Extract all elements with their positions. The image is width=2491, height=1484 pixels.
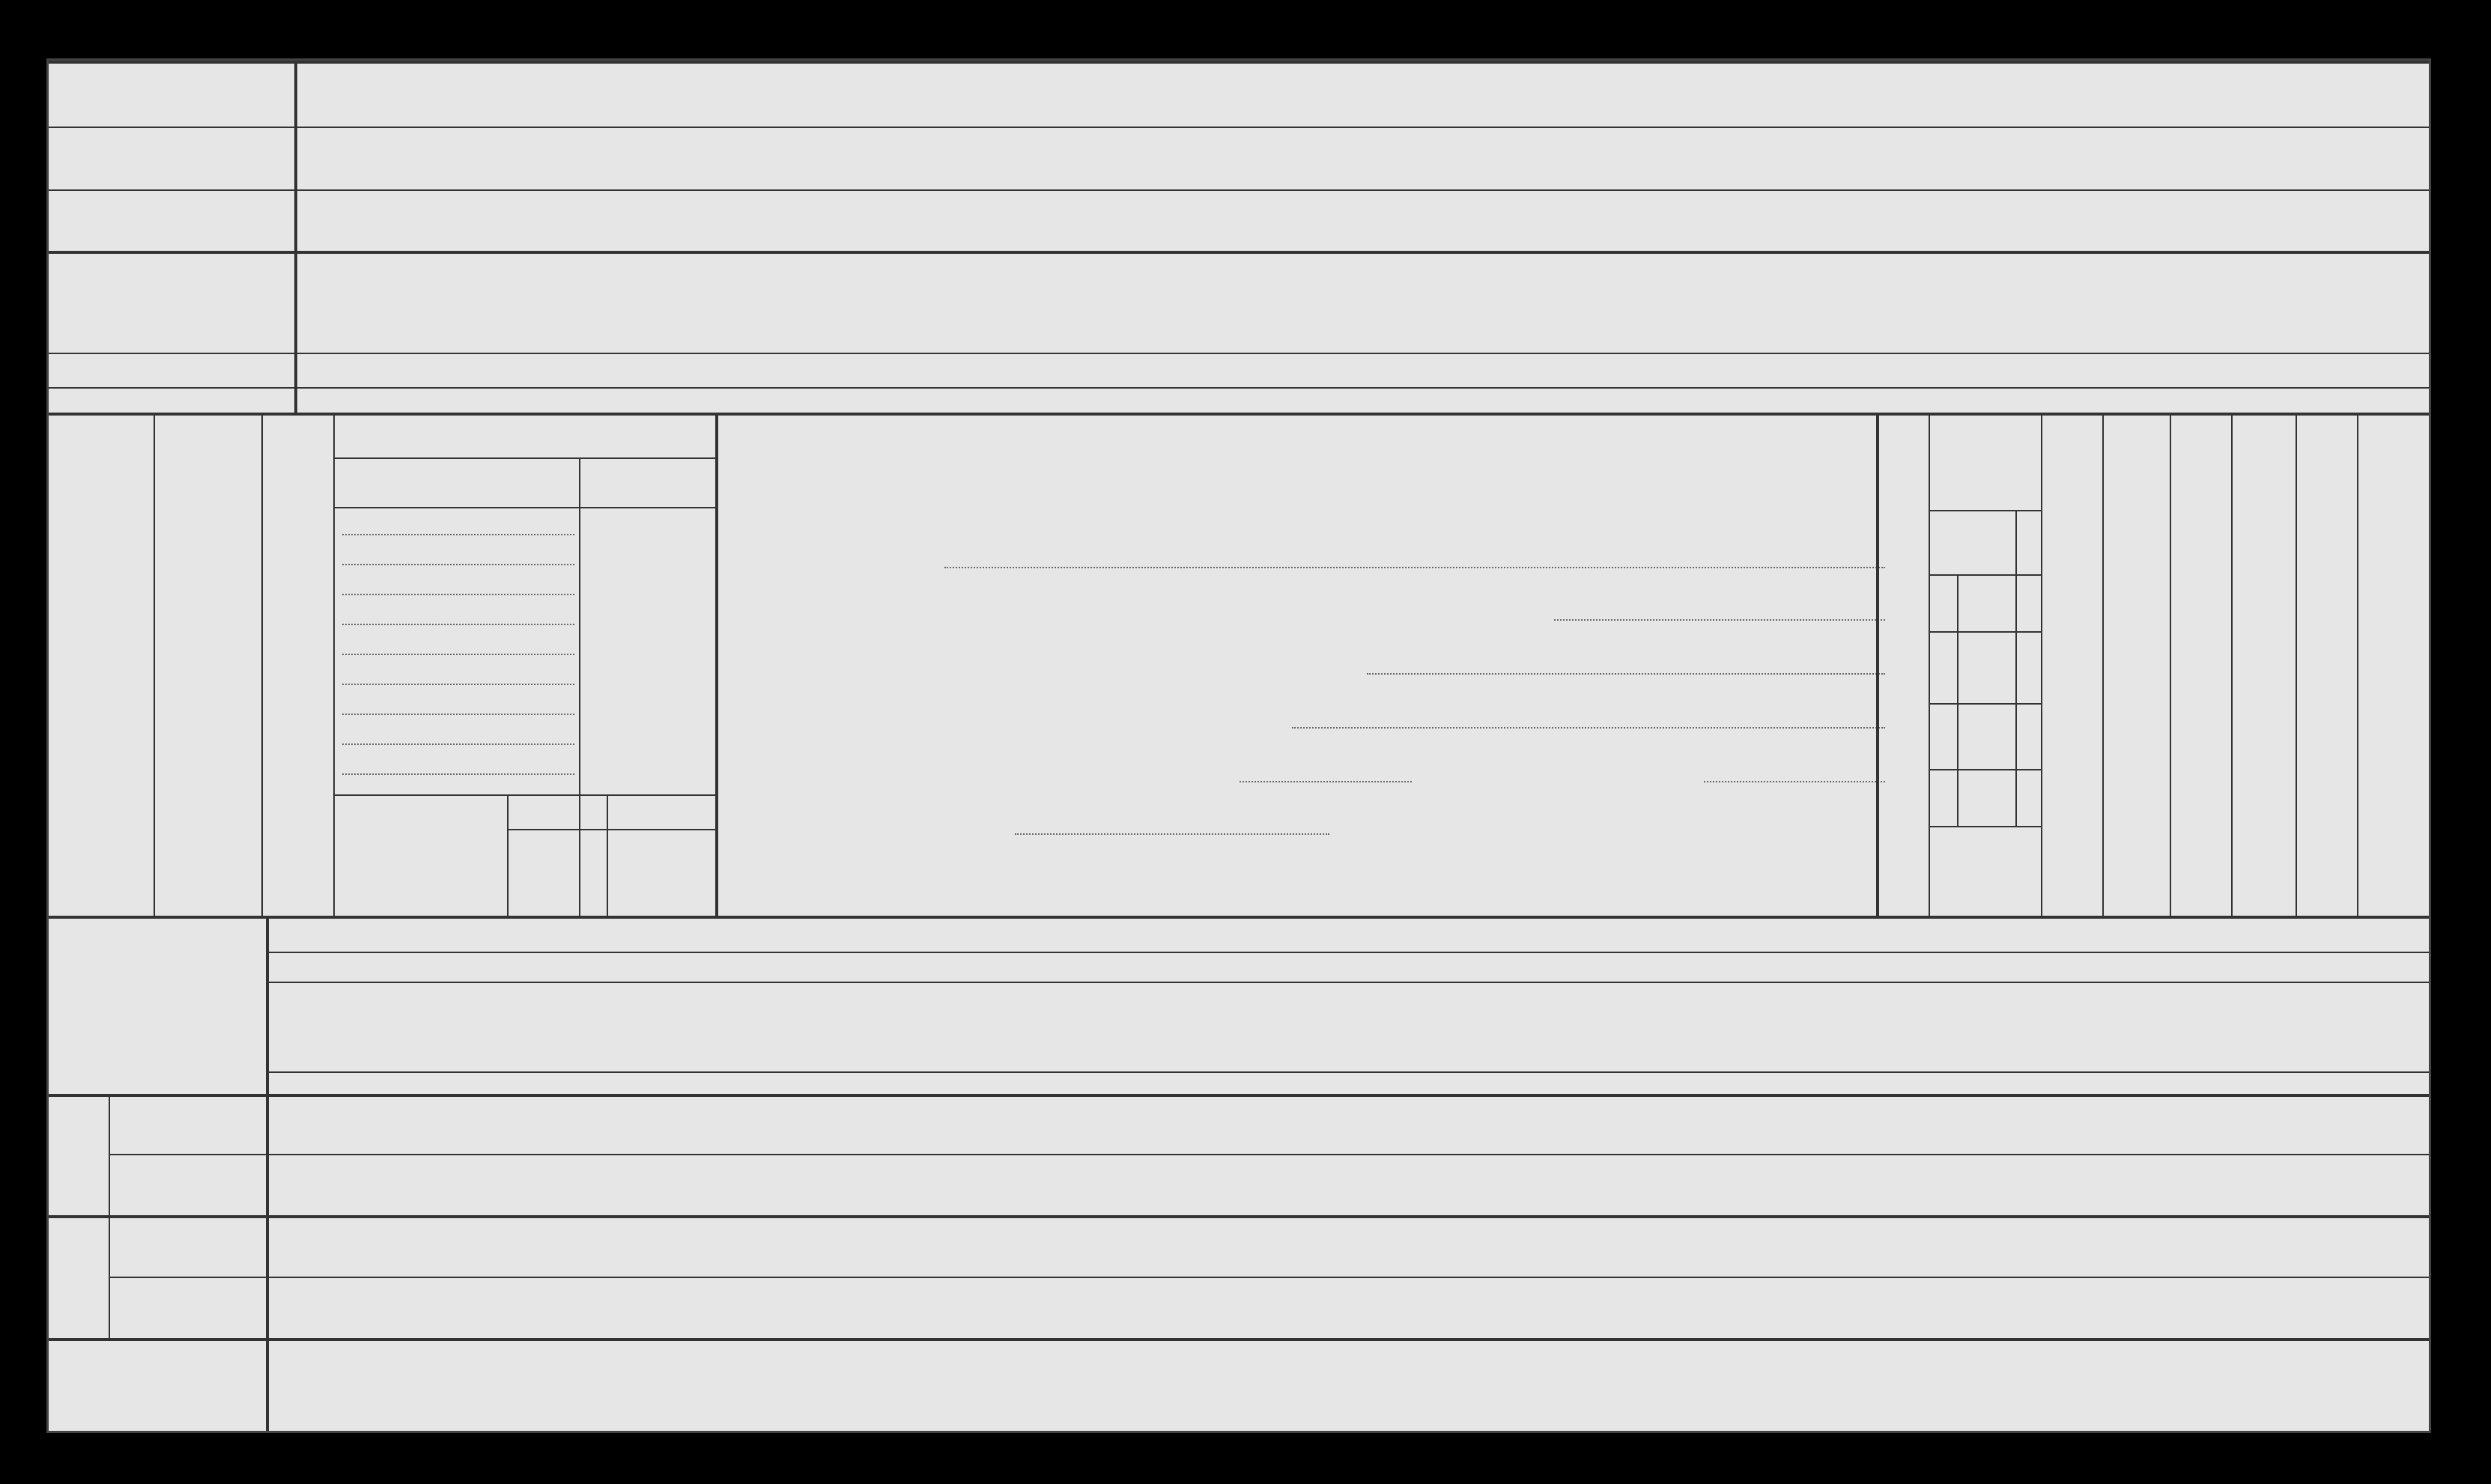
population-title xyxy=(1891,420,1921,907)
nadel-group xyxy=(64,1101,101,1212)
hired-question xyxy=(279,435,332,907)
vne-group xyxy=(61,1221,106,1334)
census-card xyxy=(46,58,2431,1433)
